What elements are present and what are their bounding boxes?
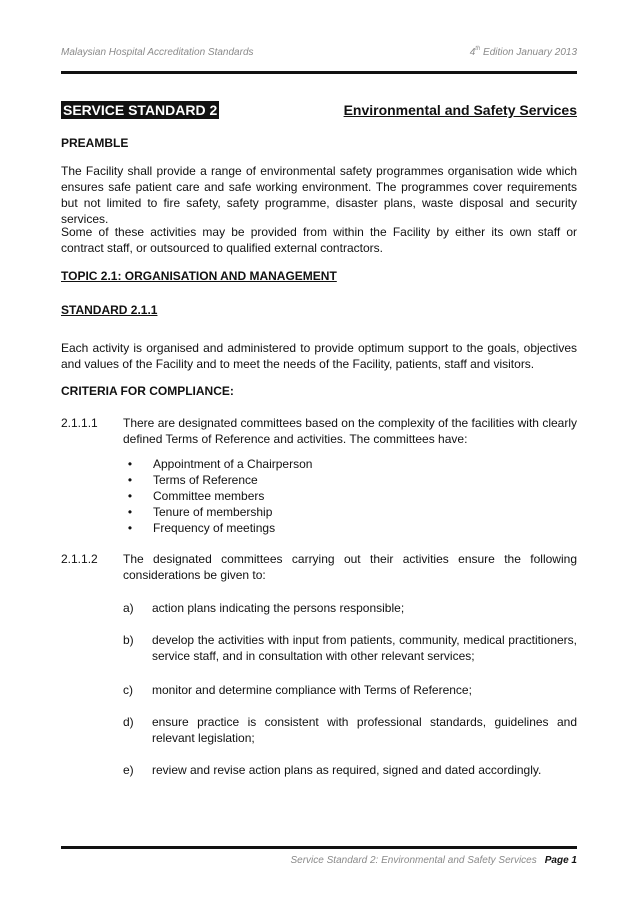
edition-text: Edition January 2013	[480, 47, 577, 58]
page-header	[61, 45, 577, 59]
edition-number: 4	[469, 47, 476, 58]
standard-heading: STANDARD 2.1.1	[61, 303, 158, 317]
bullet-icon: •	[127, 521, 133, 535]
footer-rule	[61, 846, 577, 849]
preamble-paragraph-1: The Facility shall provide a range of environmental safety programmes organisation wide which ensures safe patient care and safe working environment. The programmes cover requirements but not limited to fire safety, safety programme, disaster plans, waste disposal and security services.	[61, 164, 577, 226]
header-edition	[470, 45, 577, 61]
document-page: Malaysian Hospital Accreditation Standards 4th Edition January 2013 SERVICE STANDARD 2 Environmental and Safety Services PREAMBLE The Facility shall provide a range of environmental safety programmes organisation wide which ensures safe patient care and safe working environment. The programmes cover requirements but not limited to fire safety, safety programme, disaster plans, waste disposal and security services. Some of these activities may be provided from within the Facility by either its own staff or contract staff, or outsourced to qualified external contractors. TOPIC 2.1: ORGANISATION AND MANAGEMENT STANDARD 2.1.1 Each activity is organised and administered to provide optimum support to the goals, objectives and values of the Facility and to meet the needs of the Facility, patients, staff and visitors. CRITERIA FOR COMPLIANCE: 2.1.1.1 There are designated committees based on the complexity of the facilities with clearly defined Terms of Reference and activities. The committees have: • Appointment of a Chairperson • Terms of Reference • Committee members • Tenure of membership • Frequency of meetings 2.1.1.2 The designated committees carrying out their activities ensure the following considerations be given to: a) action plans indicating the persons responsible; b) develop the activities with input from patients, community, medical practitioners, service staff, and in consultation with other relevant services; c) monitor and determine compliance with Terms of Reference; d) ensure practice is consistent with professional standards, guidelines and relevant legislation; e) review and revise action plans as required, signed and dated accordingly. Service Standard 2: Environmental and Safety Services Page 1	[61, 46, 577, 866]
criterion-number: 2.1.1.2	[61, 552, 98, 566]
page-footer	[61, 853, 577, 867]
title-row	[61, 101, 577, 119]
criterion-number: 2.1.1.1	[61, 416, 98, 430]
service-standard-label: SERVICE STANDARD 2	[63, 102, 218, 118]
criterion-text: The designated committees carrying out their activities ensure the following considerations be given to:	[123, 552, 577, 582]
edition-superscript: th	[475, 46, 481, 52]
bullet-icon: •	[127, 473, 133, 487]
bullet-icon: •	[127, 505, 133, 519]
footer-service: Service Standard 2: Environmental and Safety Services	[290, 855, 537, 866]
criteria-heading: CRITERIA FOR COMPLIANCE:	[61, 384, 234, 398]
preamble-paragraph-2: Some of these activities may be provided from within the Facility by either its own staff or contract staff, or outsourced to qualified external contractors.	[61, 225, 577, 255]
service-name: Environmental and Safety Services	[343, 102, 577, 118]
topic-heading: TOPIC 2.1: ORGANISATION AND MANAGEMENT	[61, 269, 337, 283]
criterion-text: There are designated committees based on the complexity of the facilities with clearly defined Terms of Reference and activities. The committees have:	[123, 416, 577, 446]
header-rule	[61, 71, 577, 74]
preamble-heading: PREAMBLE	[61, 136, 129, 150]
bullet-icon: •	[127, 489, 133, 503]
bullet-icon: •	[127, 457, 133, 471]
page-number: Page 1	[544, 855, 577, 866]
header-title: Malaysian Hospital Accreditation Standards	[61, 47, 254, 58]
standard-text: Each activity is organised and administered to provide optimum support to the goals, objectives and values of the Facility and to meet the needs of the Facility, patients, staff and visitors.	[61, 341, 577, 371]
